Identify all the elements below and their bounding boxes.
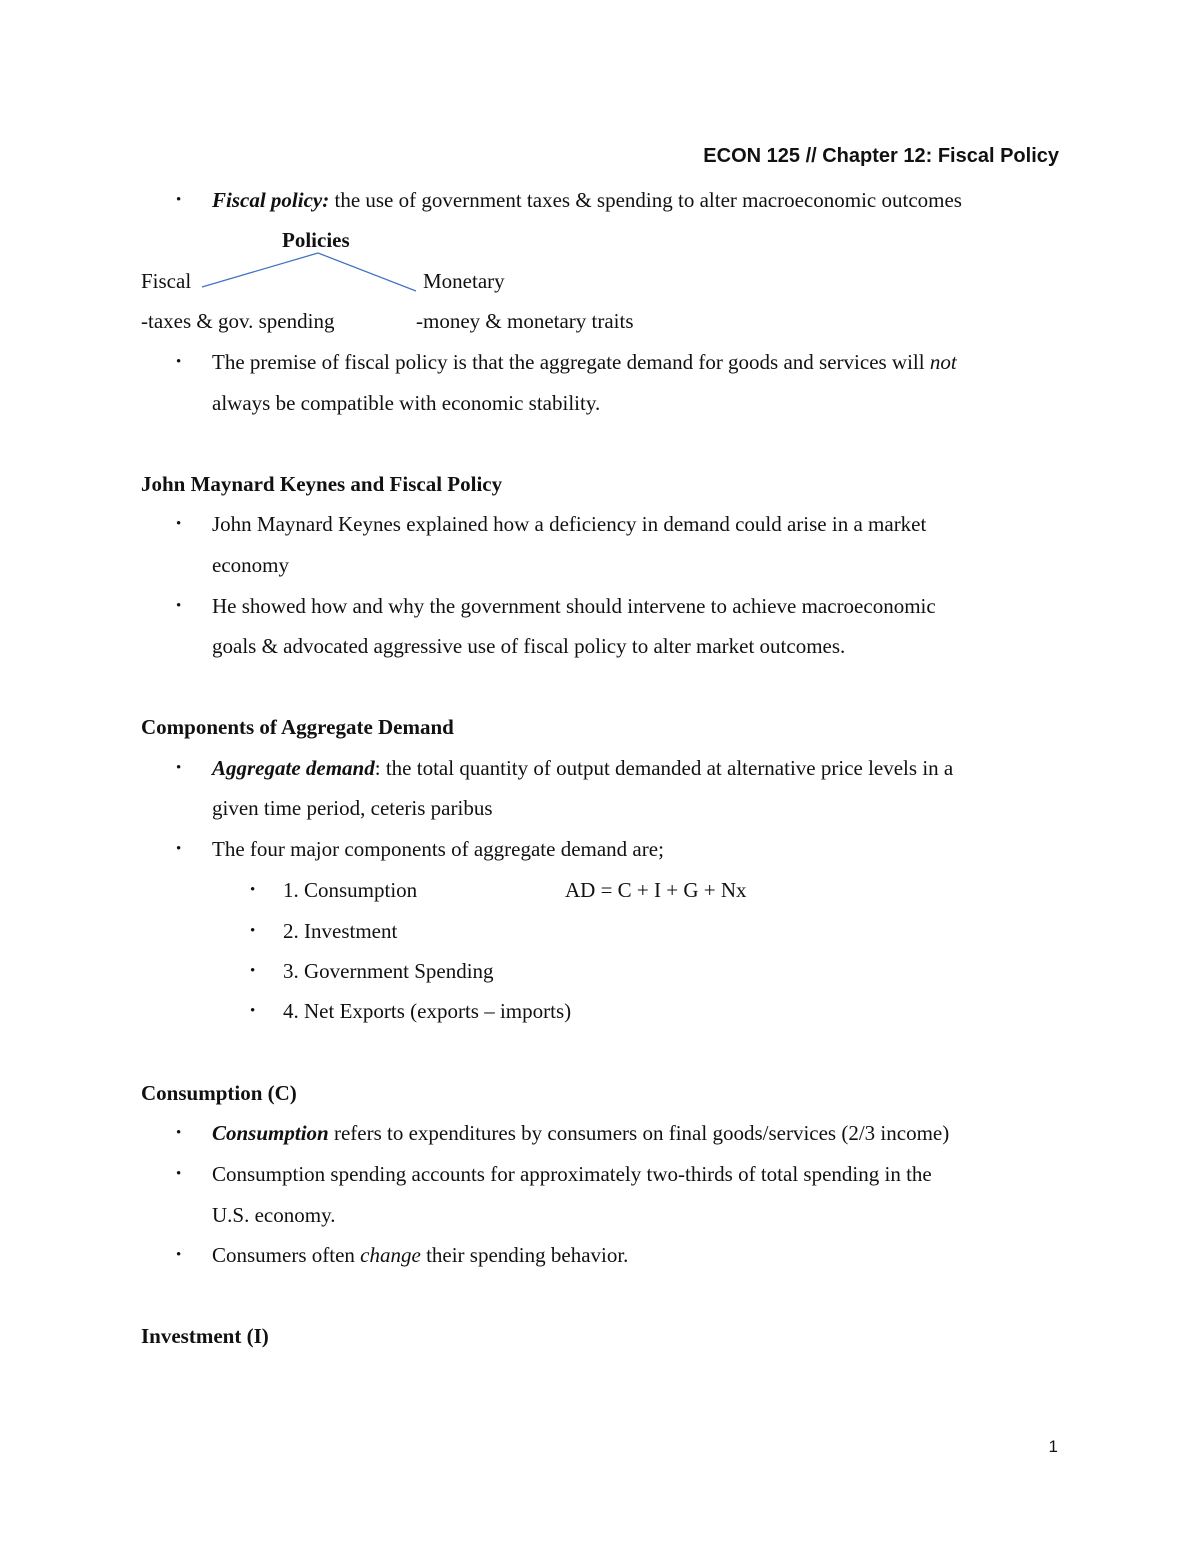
bullet-icon: • [176,1247,182,1263]
aggregate-demand-definition-line2: given time period, ceteris paribus [212,796,493,820]
bullet-text: The four major components of aggregate demand are; [212,837,664,861]
component-label: 4. Net Exports (exports – imports) [283,999,572,1023]
bullet-icon: • [176,760,182,776]
section-heading-consumption: Consumption (C) [141,1081,297,1105]
emphasis-text: change [360,1243,421,1267]
bullet-text: Consumers often [212,1243,361,1267]
monetary-branch-description: -money & monetary traits [416,309,634,333]
consumption-bullet-2-line2: U.S. economy. [212,1203,336,1227]
policies-root-label: Policies [282,228,350,252]
definition-text: refers to expenditures by consumers on final goods/services (2/3 income) [328,1121,950,1145]
component-label: 1. Consumption [283,878,418,902]
bullet-text: John Maynard Keynes explained how a deficiency in demand could arise in a market [212,512,927,536]
bullet-icon: • [250,1003,256,1019]
definition-text: the use of government taxes & spending to alter macroeconomic outcomes [329,188,962,212]
tree-branch-left [202,253,318,287]
bullet-text: Consumption spending accounts for approximately two-thirds of total spending in the [212,1162,932,1186]
fiscal-branch-label: Fiscal [141,269,192,293]
premise-emphasis: not [929,350,957,374]
monetary-branch-label: Monetary [423,269,505,293]
section-heading-keynes: John Maynard Keynes and Fiscal Policy [141,472,503,496]
page-header-title: ECON 125 // Chapter 12: Fiscal Policy [703,145,1059,167]
keynes-bullet-1-line2: economy [212,553,289,577]
defined-term: Aggregate demand [212,756,375,780]
bullet-icon: • [250,923,256,939]
bullet-icon: • [176,1166,182,1182]
definition-text: : the total quantity of output demanded at alternative price levels in a [374,756,954,780]
section-heading-components: Components of Aggregate Demand [141,715,454,739]
page-number: 1 [1048,1437,1058,1456]
premise-text-line2: always be compatible with economic stability. [212,391,601,415]
bullet-icon: • [176,516,182,532]
bullet-icon: • [176,598,182,614]
component-label: 3. Government Spending [283,959,494,983]
bullet-icon: • [176,1125,182,1141]
bullet-icon: • [250,882,256,898]
bullet-text: their spending behavior. [420,1243,629,1267]
keynes-bullet-2-line2: goals & advocated aggressive use of fiscal policy to alter market outcomes. [212,634,846,658]
tree-branch-right [318,253,416,291]
bullet-icon: • [176,354,182,370]
bullet-icon: • [176,841,182,857]
component-label: 2. Investment [283,919,398,943]
section-heading-investment: Investment (I) [141,1324,269,1348]
bullet-icon: • [250,963,256,979]
defined-term: Consumption [212,1121,329,1145]
bullet-icon: • [176,192,182,208]
premise-text: The premise of fiscal policy is that the aggregate demand for goods and services will [212,350,930,374]
bullet-text: He showed how and why the government should intervene to achieve macroeconomic [212,594,936,618]
defined-term: Fiscal policy: [212,188,330,212]
ad-formula: AD = C + I + G + Nx [565,878,747,902]
fiscal-branch-description: -taxes & gov. spending [141,309,335,333]
